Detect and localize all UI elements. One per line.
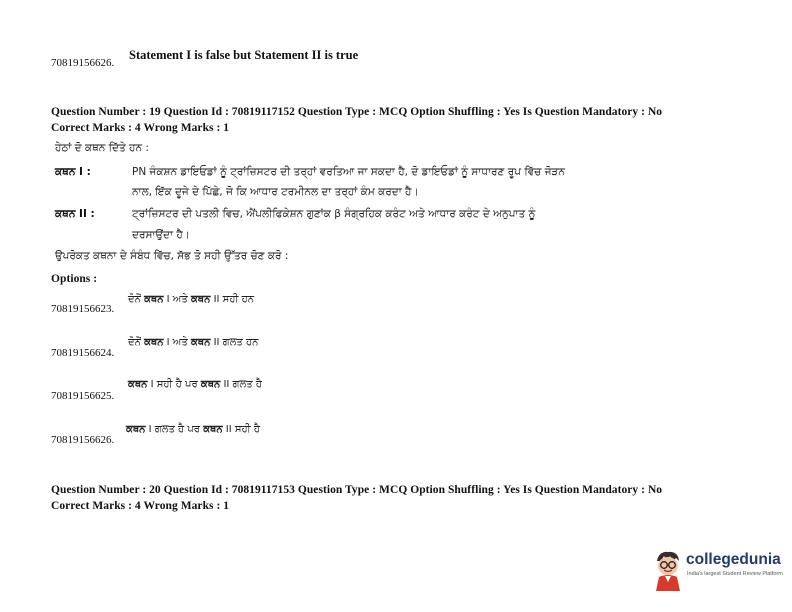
statement2-line2: ਦਰਸਾਉਂਦਾ ਹੈ। [132, 229, 190, 241]
logo-tagline: India's largest Student Review Platform [687, 571, 783, 577]
prev-option-code: 70819156626. [51, 57, 115, 69]
option-text[interactable]: ਕਥਨ I ਸਹੀ ਹੈ ਪਰ ਕਥਨ II ਗਲਤ ਹੈ [128, 379, 262, 390]
mascot-icon [651, 547, 685, 591]
statement1-line1: PN ਜੰਕਸ਼ਨ ਡਾਇਓਡਾਂ ਨੂੰ ਟ੍ਰਾਂਜ਼ਿਸਟਰ ਦੀ ਤਰ੍ਹਾਂ ਵਰਤਿਆ ਜਾ ਸਕਦਾ ਹੈ, ਦੋ ਡਾਇਓਡਾਂ ਨੂੰ ਸਾਧਾਰਣ ਰੂਪ ਵਿੱਚ ਜੋੜਨ [132, 166, 565, 178]
q19-header: Question Number : 19 Question Id : 70819117152 Question Type : MCQ Option Shuffling : Yes Is Question Mandatory : No [51, 106, 663, 118]
q19-prompt: ਉਪਰੋਕਤ ਕਥਨਾ ਦੇ ਸੰਬੰਧ ਵਿੱਚ, ਸੱਭ ਤੋ ਸਹੀ ਉੱਤਰ ਚੋਣ ਕਰੋ : [55, 250, 289, 262]
q20-marks: Correct Marks : 4 Wrong Marks : 1 [51, 500, 230, 512]
logo-wordmark: collegedunia [686, 551, 781, 568]
option-code: 70819156623. [51, 303, 115, 315]
collegedunia-logo [651, 547, 791, 593]
options-label: Options : [51, 273, 98, 285]
option-text[interactable]: ਦੋਨੋਂ ਕਥਨ I ਅਤੇ ਕਥਨ II ਗਲਤ ਹਨ [128, 337, 259, 348]
prev-option-text: Statement I is false but Statement II is true [129, 48, 359, 62]
statement2-label: ਕਥਨ II : [55, 208, 95, 220]
option-code: 70819156624. [51, 347, 115, 359]
statement1-label: ਕਥਨ I : [55, 166, 91, 178]
option-code: 70819156626. [51, 434, 115, 446]
option-code: 70819156625. [51, 390, 115, 402]
statement1-line2: ਨਾਲ, ਇੱਕ ਦੂਜੇ ਦੇ ਪਿੱਛੇ, ਜੋ ਕਿ ਆਧਾਰ ਟਰਮੀਨਲ ਦਾ ਤਰ੍ਹਾਂ ਕੰਮ ਕਰਦਾ ਹੈ। [132, 186, 419, 198]
option-text[interactable]: ਦੋਨੋਂ ਕਥਨ I ਅਤੇ ਕਥਨ II ਸਹੀ ਹਨ [128, 294, 255, 305]
q19-intro: ਹੇਠਾਂ ਦੋ ਕਥਨ ਦਿੱਤੇ ਹਨ : [55, 142, 149, 154]
option-text[interactable]: ਕਥਨ I ਗਲਤ ਹੈ ਪਰ ਕਥਨ II ਸਹੀ ਹੈ [126, 424, 260, 435]
statement2-line1: ਟ੍ਰਾਂਜ਼ਿਸਟਰ ਦੀ ਪਤਲੀ ਵਿਚ, ਐਂਪਲੀਫਿਕੇਸ਼ਨ ਗੁਣਾਂਕ β ਸੰਗ੍ਰਹਿਕ ਕਰੰਟ ਅਤੇ ਆਧਾਰ ਕਰੰਟ ਦੇ ਅਨੁਪਾਤ ਨੂੰ [132, 208, 536, 220]
q20-header: Question Number : 20 Question Id : 70819117153 Question Type : MCQ Option Shuffling : Yes Is Question Mandatory : No [51, 484, 663, 496]
q19-marks: Correct Marks : 4 Wrong Marks : 1 [51, 122, 230, 134]
